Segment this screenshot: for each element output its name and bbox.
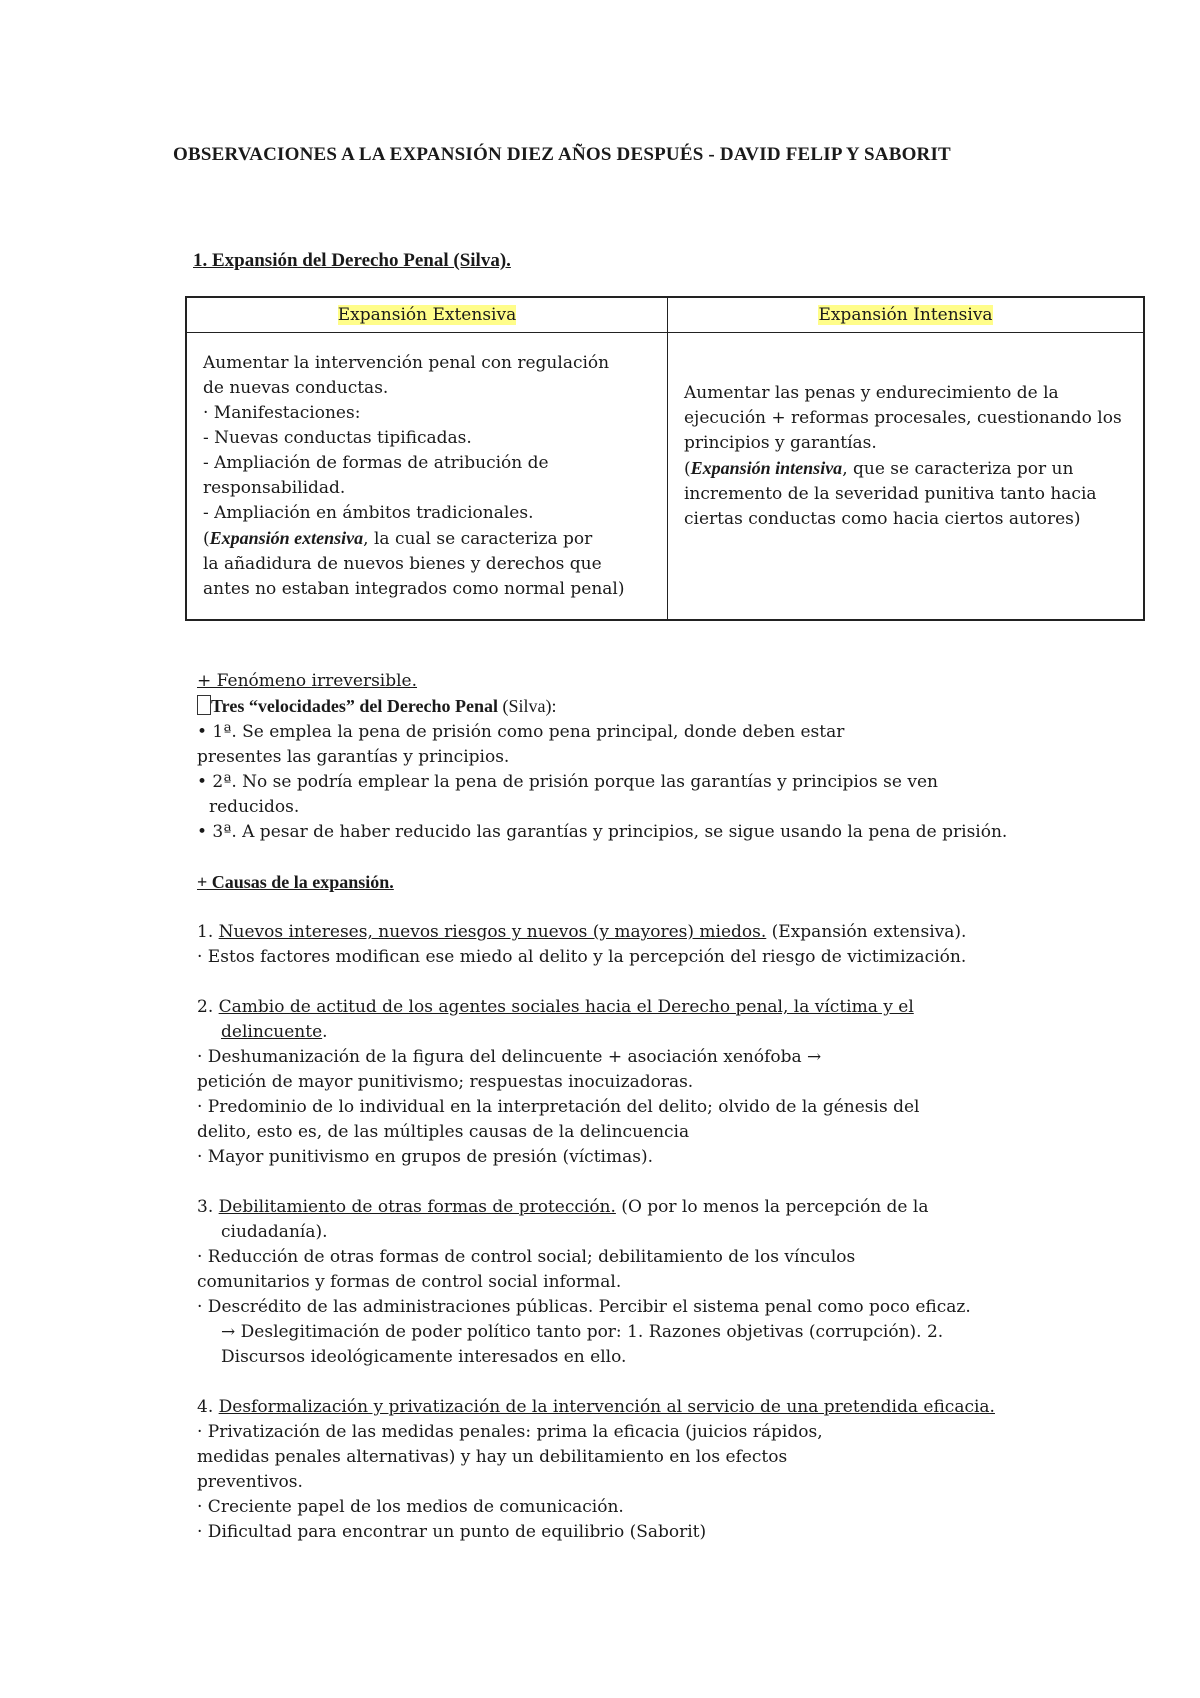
cell-line: - Ampliación en ámbitos tradicionales. — [203, 502, 534, 523]
table-cell-extensiva — [186, 333, 668, 621]
highlighted-header: Expansión Extensiva — [337, 305, 517, 325]
list-item: → Deslegitimación de poder político tanto por: 1. Razones objetivas (corrupción). 2. — [221, 1322, 944, 1342]
cell-line: - Ampliación de formas de atribución de — [203, 452, 549, 473]
cell-line: Aumentar las penas y endurecimiento de la — [684, 382, 1059, 403]
list-item: · Deshumanización de la figura del delincuente + asociación xenófoba → — [197, 1047, 822, 1067]
list-item: · Privatización de las medidas penales: prima la eficacia (juicios rápidos, — [197, 1422, 823, 1442]
list-item: medidas penales alternativas) y hay un debilitamiento en los efectos — [197, 1447, 788, 1467]
highlighted-header: Expansión Intensiva — [818, 305, 993, 325]
list-item: · Creciente papel de los medios de comunicación. — [197, 1497, 624, 1517]
list-item: · Predominio de lo individual en la interpretación del delito; olvido de la génesis del — [197, 1097, 920, 1117]
irreversible-note: + Fenómeno irreversible. — [197, 671, 418, 691]
list-item: delito, esto es, de las múltiples causas de la delincuencia — [197, 1122, 690, 1142]
list-item: • 3ª. A pesar de haber reducido las garantías y principios, se sigue usando la pena de prisión. — [197, 822, 1008, 842]
table-header-intensiva — [668, 297, 1145, 333]
velocidades-heading: Tres “velocidades” del Derecho Penal (Silva): — [197, 694, 1077, 720]
list-item: preventivos. — [197, 1472, 303, 1492]
list-item: · Mayor punitivismo en grupos de presión (víctimas). — [197, 1147, 653, 1167]
table-header-extensiva — [186, 297, 668, 333]
section-heading-expansion: 1. Expansión del Derecho Penal (Silva). — [193, 250, 511, 271]
cell-line: responsabilidad. — [203, 477, 346, 498]
cell-note: (Expansión intensiva, que se caracteriza por un — [684, 457, 1074, 479]
list-item: · Estos factores modifican ese miedo al delito y la percepción del riesgo de victimización. — [197, 947, 967, 967]
list-item: · Dificultad para encontrar un punto de equilibrio (Saborit) — [197, 1522, 707, 1542]
cell-line: principios y garantías. — [684, 432, 877, 453]
causas-heading: + Causas de la expansión. — [197, 872, 394, 892]
cell-line: - Nuevas conductas tipificadas. — [203, 427, 472, 448]
bold-term: Expansión extensiva — [209, 527, 364, 548]
cell-line: la añadidura de nuevos bienes y derechos que — [203, 553, 602, 574]
causa-1-title: 1. Nuevos intereses, nuevos riesgos y nuevos (y mayores) miedos. (Expansión extensiva). — [197, 922, 967, 942]
cell-line: antes no estaban integrados como normal penal) — [203, 578, 625, 599]
list-item: · Descrédito de las administraciones públicas. Percibir el sistema penal como poco eficaz. — [197, 1297, 971, 1317]
causa-4-title: 4. Desformalización y privatización de la intervención al servicio de una pretendida eficacia. — [197, 1397, 995, 1417]
bold-term: Expansión intensiva — [690, 457, 843, 478]
list-item: reducidos. — [209, 797, 300, 817]
expansion-table — [185, 296, 1145, 621]
cell-line: incremento de la severidad punitiva tanto hacia — [684, 483, 1097, 504]
list-item: Discursos ideológicamente interesados en ello. — [221, 1347, 627, 1367]
cell-line: de nuevas conductas. — [203, 377, 389, 398]
document-title: OBSERVACIONES A LA EXPANSIÓN DIEZ AÑOS DESPUÉS - DAVID FELIP Y SABORIT — [173, 144, 951, 165]
cell-line: · Manifestaciones: — [203, 402, 361, 423]
causa-2-title-cont: delincuente. — [221, 1022, 328, 1042]
list-item: petición de mayor punitivismo; respuestas inocuizadoras. — [197, 1072, 694, 1092]
causa-2-title: 2. Cambio de actitud de los agentes sociales hacia el Derecho penal, la víctima y el — [197, 997, 914, 1017]
missing-glyph-icon — [197, 695, 211, 715]
list-item: presentes las garantías y principios. — [197, 747, 510, 767]
velocidades-section — [197, 669, 1077, 1545]
causa-3-title: 3. Debilitamiento de otras formas de protección. (O por lo menos la percepción de la — [197, 1197, 929, 1217]
list-item: · Reducción de otras formas de control social; debilitamiento de los vínculos — [197, 1247, 856, 1267]
list-item: • 1ª. Se emplea la pena de prisión como pena principal, donde deben estar — [197, 722, 845, 742]
causa-3-title-cont: ciudadanía). — [221, 1222, 328, 1242]
list-item: comunitarios y formas de control social informal. — [197, 1272, 622, 1292]
list-item: • 2ª. No se podría emplear la pena de prisión porque las garantías y principios se ven — [197, 772, 938, 792]
table-cell-intensiva — [668, 333, 1145, 621]
cell-line: Aumentar la intervención penal con regulación — [203, 352, 610, 373]
cell-line: ciertas conductas como hacia ciertos autores) — [684, 508, 1081, 529]
cell-line: ejecución + reformas procesales, cuestionando los — [684, 407, 1122, 428]
cell-note: (Expansión extensiva, la cual se caracteriza por — [203, 527, 593, 549]
